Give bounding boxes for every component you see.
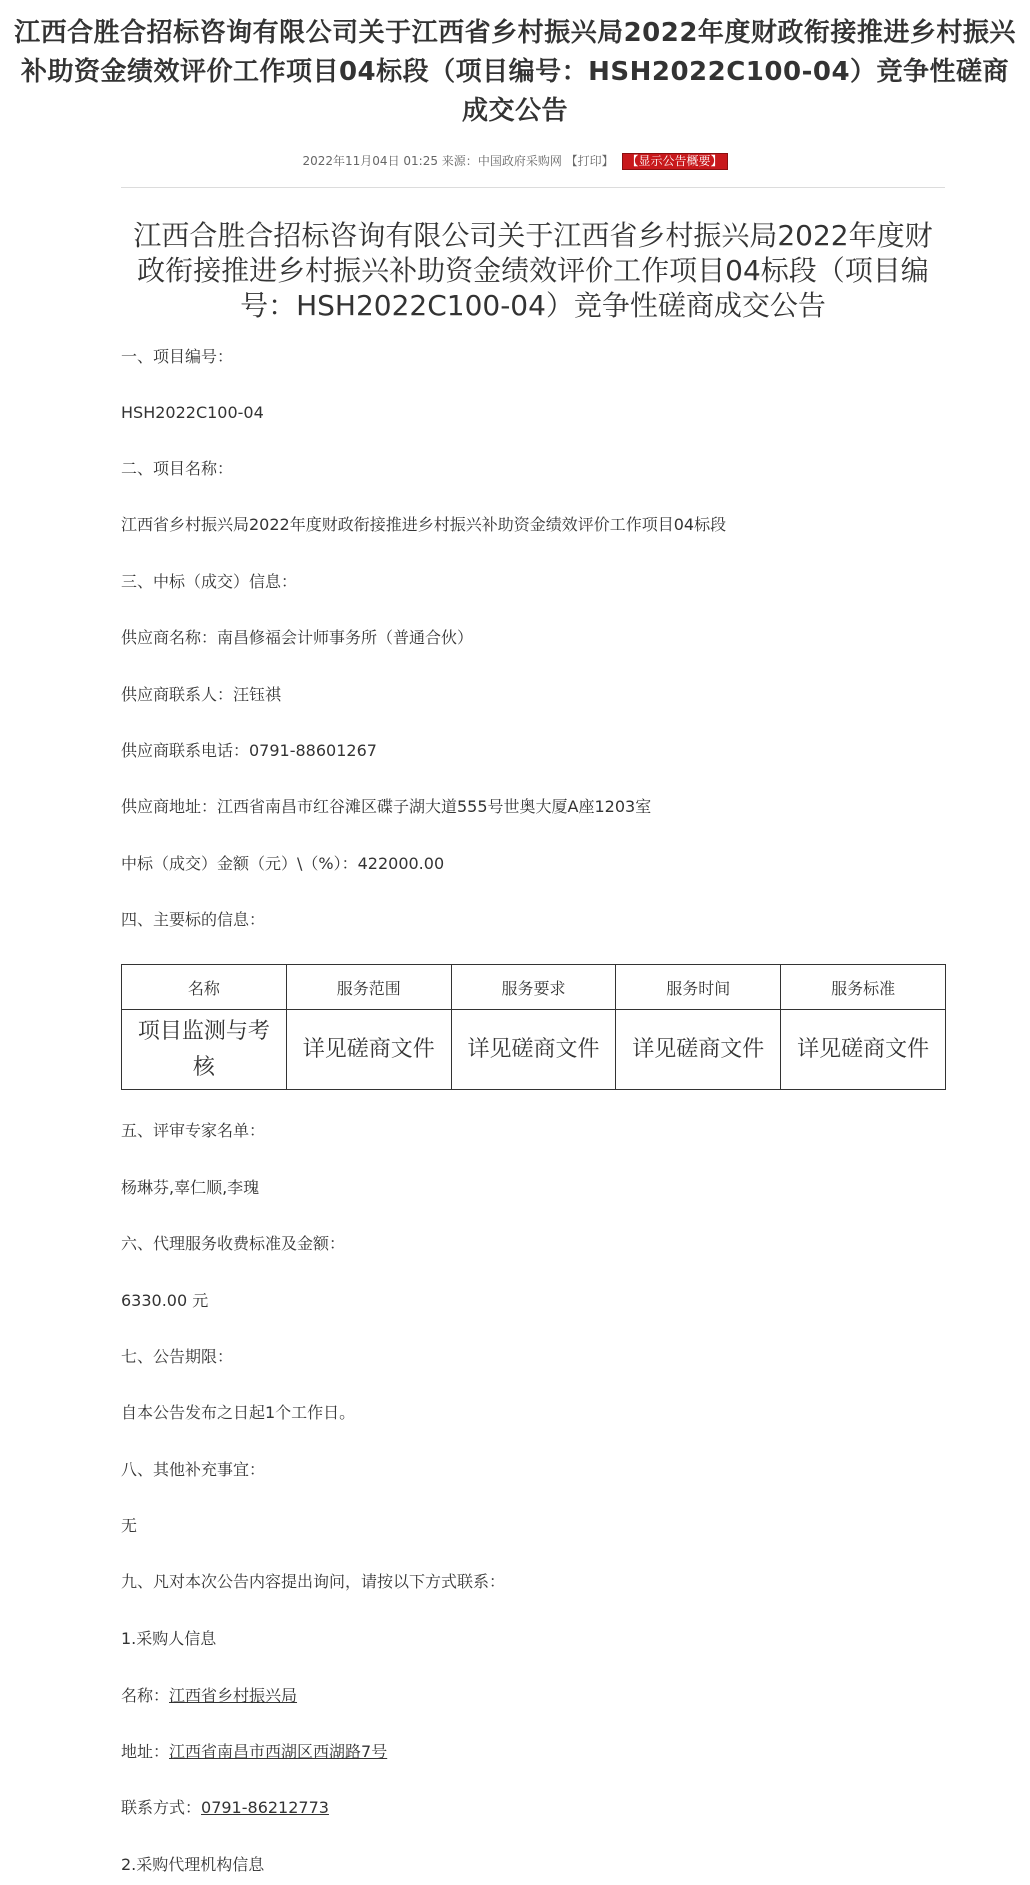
table-cell: 项目监测与考核	[122, 1010, 287, 1090]
expert-list: 杨琳芬,辜仁顺,李瑰	[121, 1178, 260, 1197]
section-3-heading: 三、中标（成交）信息：	[121, 572, 298, 591]
project-name: 江西省乡村振兴局2022年度财政衔接推进乡村振兴补助资金绩效评价工作项目04标段	[121, 515, 727, 534]
section-4-heading: 四、主要标的信息：	[121, 910, 266, 929]
table-header-cell: 服务标准	[781, 965, 946, 1010]
purchaser-address-label: 地址：	[121, 1742, 170, 1761]
purchaser-name[interactable]: 江西省乡村振兴局	[169, 1686, 298, 1705]
purchaser-phone[interactable]: 0791-86212773	[201, 1798, 329, 1817]
purchaser-name-label: 名称：	[121, 1686, 170, 1705]
section-6-heading: 六、代理服务收费标准及金额：	[121, 1234, 346, 1253]
supplier-phone: 供应商联系电话：0791-88601267	[121, 741, 377, 760]
supplier-contact: 供应商联系人：汪钰祺	[121, 685, 282, 704]
table-cell: 详见磋商文件	[616, 1010, 781, 1090]
section-2-heading: 二、项目名称：	[121, 459, 234, 478]
purchaser-name-line	[121, 1685, 945, 1707]
supplier-address: 供应商地址：江西省南昌市红谷滩区碟子湖大道555号世奥大厦A座1203室	[121, 797, 652, 816]
table-cell: 详见磋商文件	[451, 1010, 616, 1090]
table-row	[122, 1010, 946, 1090]
purchaser-heading: 1.采购人信息	[121, 1629, 217, 1648]
table-cell: 详见磋商文件	[286, 1010, 451, 1090]
purchaser-phone-line	[121, 1797, 945, 1819]
article-meta	[0, 152, 1030, 170]
publish-datetime: 2022年11月04日 01:25	[302, 154, 438, 168]
supplier-name: 供应商名称：南昌修福会计师事务所（普通合伙）	[121, 628, 474, 647]
project-number: HSH2022C100-04	[121, 403, 264, 422]
purchaser-address-line	[121, 1741, 945, 1763]
page-title: 江西合胜合招标咨询有限公司关于江西省乡村振兴局2022年度财政衔接推进乡村振兴补助资金绩效评价工作项目04标段（项目编号：HSH2022C100-04）竞争性磋商成交公告	[14, 18, 1016, 126]
bid-info-table	[121, 964, 946, 1090]
source-label: 来源：	[441, 154, 478, 168]
purchaser-address[interactable]: 江西省南昌市西湖区西湖路7号	[169, 1742, 388, 1761]
table-header-cell: 服务时间	[616, 965, 781, 1010]
purchaser-phone-label: 联系方式：	[121, 1798, 202, 1817]
section-5-heading: 五、评审专家名单：	[121, 1121, 266, 1140]
section-9-heading: 九、凡对本次公告内容提出询问，请按以下方式联系：	[121, 1572, 506, 1591]
table-cell: 详见磋商文件	[781, 1010, 946, 1090]
announcement-period: 自本公告发布之日起1个工作日。	[121, 1403, 356, 1422]
table-header-row	[122, 965, 946, 1010]
table-header-cell: 服务范围	[286, 965, 451, 1010]
agency-heading: 2.采购代理机构信息	[121, 1855, 265, 1874]
show-summary-button[interactable]: 【显示公告概要】	[622, 153, 728, 170]
supplementary-matters: 无	[121, 1516, 138, 1535]
content-title: 江西合胜合招标咨询有限公司关于江西省乡村振兴局2022年度财政衔接推进乡村振兴补助资金绩效评价工作项目04标段（项目编号：HSH2022C100-04）竞争性磋商成交公告	[133, 219, 933, 322]
section-8-heading: 八、其他补充事宜：	[121, 1460, 266, 1479]
agency-fee: 6330.00 元	[121, 1291, 209, 1310]
print-link[interactable]: 【打印】	[565, 154, 614, 168]
section-1-heading: 一、项目编号：	[121, 347, 234, 366]
source-name: 中国政府采购网	[477, 154, 562, 168]
title-divider	[121, 187, 945, 188]
bid-amount: 中标（成交）金额（元）\（%）：422000.00	[121, 854, 445, 873]
table-header-cell: 名称	[122, 965, 287, 1010]
section-7-heading: 七、公告期限：	[121, 1347, 234, 1366]
table-header-cell: 服务要求	[451, 965, 616, 1010]
